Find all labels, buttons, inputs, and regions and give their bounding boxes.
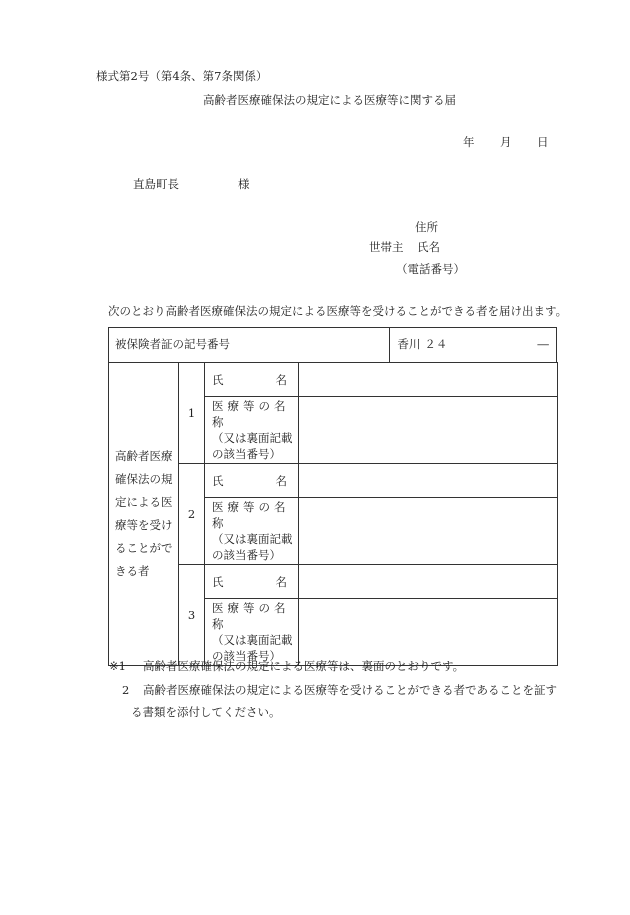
name-label-cell [205,464,299,498]
name-label-cell [205,565,299,599]
insurance-number: ２４ [424,337,448,352]
medical-input-cell[interactable] [299,498,558,565]
name-input-cell[interactable] [299,464,558,498]
applicant-name-label: 氏名 [417,240,440,254]
group-label-line: きる者 [115,564,150,578]
recipients-table [108,362,558,666]
insurance-prefix: 香川 [397,337,421,352]
name-label-cell [205,363,299,397]
address-label: 住所 [415,220,438,234]
medical-label-cell [205,498,299,565]
medical-label-line: （又は裏面記載 [212,431,293,445]
entry-number: 2 [179,464,205,565]
group-label-line: 定による医 [115,495,173,509]
name-label-char: 氏 [212,574,224,589]
medical-label-line: （又は裏面記載 [212,633,293,647]
medical-label-line: 医療等の名称 [212,500,290,530]
medical-label-line: 医療等の名称 [212,399,290,429]
insurance-label-cell: 被保険者証の記号番号 [109,328,390,363]
date-month-label: 月 [500,135,512,149]
note-text: 高齢者医療確保法の規定による医療等は、裏面のとおりです。 [143,659,465,673]
medical-label-line: （又は裏面記載 [212,532,293,546]
group-label-line: 療等を受け [115,518,173,532]
date-year-label: 年 [463,135,475,149]
form-title: 高齢者医療確保法の規定による医療等に関する届 [203,93,456,107]
group-label-line: 高齢者医療 [115,449,173,463]
note-text-continuation: る書類を添付してください。 [131,705,281,719]
medical-input-cell[interactable] [299,397,558,464]
entry-number: 1 [179,363,205,464]
medical-label-line: の該当番号） [212,649,281,663]
medical-label-cell [205,397,299,464]
medical-label-line: の該当番号） [212,548,281,562]
group-label-line: 確保法の規 [115,472,173,486]
group-label-line: ることがで [115,541,173,555]
medical-label-line: の該当番号） [212,447,281,461]
name-label-char: 名 [275,574,287,589]
intro-text: 次のとおり高齢者医療確保法の規定による医療等を受けることができる者を届け出ます。 [108,304,568,318]
insurance-number-cell[interactable] [390,328,557,363]
entry-number: 3 [179,565,205,666]
recipients-group-label [109,363,179,666]
name-label-char: 氏 [212,473,224,488]
note-mark: ※1 [109,659,126,673]
notification-table [108,327,557,363]
insurance-dash: ― [537,337,549,352]
addressee-honorific: 様 [238,177,250,191]
phone-label: （電話番号） [396,262,465,276]
name-label-char: 名 [275,372,287,387]
medical-label-cell [205,599,299,666]
addressee-name: 直島町長 [133,177,179,191]
date-day-label: 日 [537,135,549,149]
name-input-cell[interactable] [299,363,558,397]
form-number: 様式第2号（第4条、第7条関係） [96,69,268,83]
name-label-char: 氏 [212,372,224,387]
note-mark: 2 [122,683,130,697]
medical-input-cell[interactable] [299,599,558,666]
name-input-cell[interactable] [299,565,558,599]
medical-label-line: 医療等の名称 [212,601,290,631]
note-text: 高齢者医療確保法の規定による医療等を受けることができる者であることを証す [143,683,557,697]
name-label-char: 名 [275,473,287,488]
householder-label: 世帯主 [369,240,404,254]
